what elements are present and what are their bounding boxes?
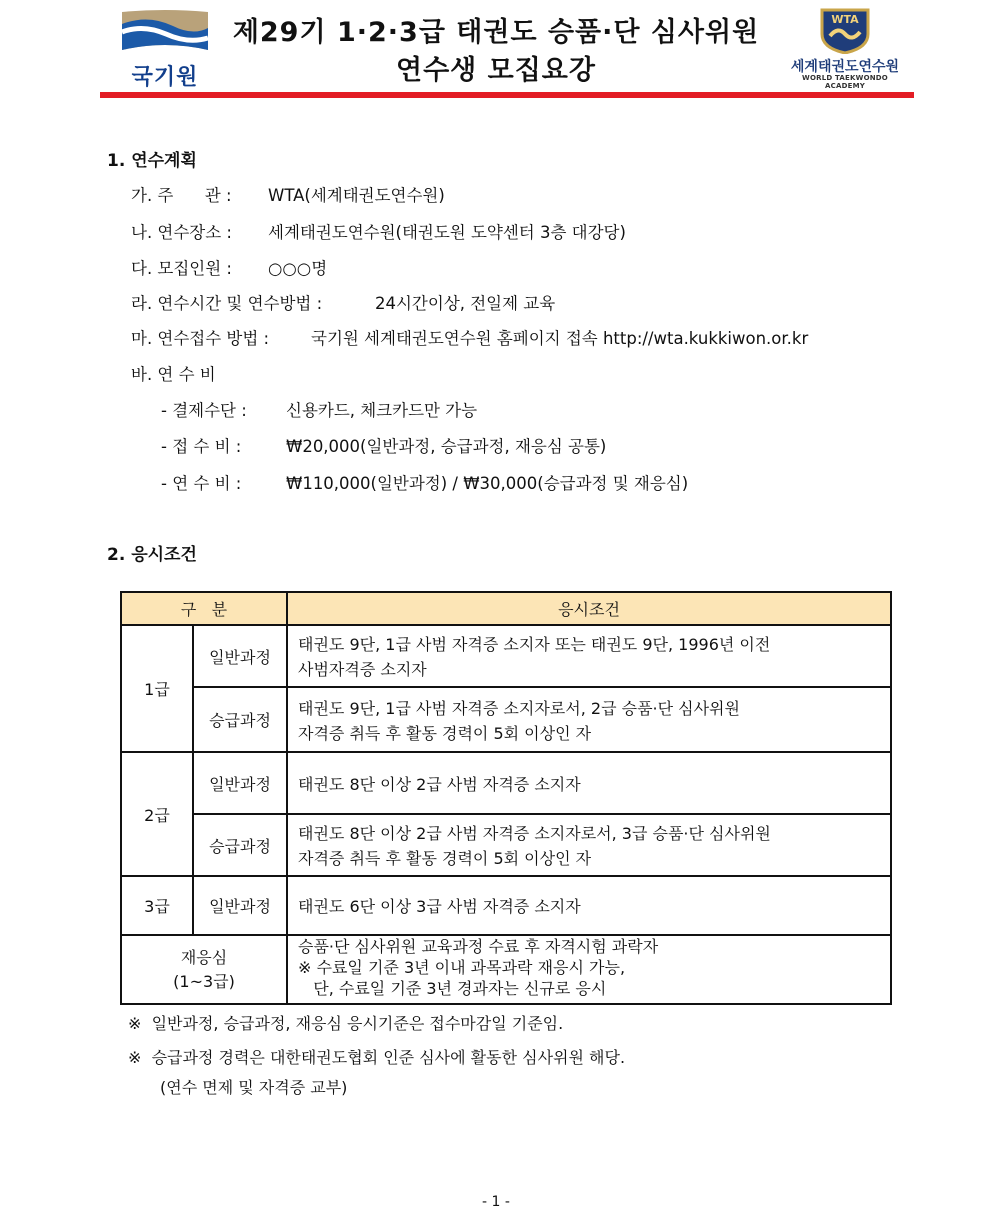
fee-label: - 접 수 비 :: [161, 437, 242, 456]
wta-logo-text: 세계태권도연수원: [790, 59, 900, 75]
condition-line: 사범자격증 소지자: [298, 660, 427, 679]
plan-item-fees-heading: [131, 361, 216, 385]
fee-label: - 결제수단 :: [161, 401, 247, 420]
wta-logo: [782, 8, 908, 88]
section-2-heading: 2. 응시조건: [107, 545, 197, 565]
note-line: (연수 면제 및 자격증 교부): [160, 1078, 348, 1097]
section-1-heading: 1. 연수계획: [107, 151, 197, 171]
retest-condition: [288, 936, 890, 1003]
plan-item-label: 마. 연수접수 방법 :: [131, 329, 270, 348]
fee-item-payment: [161, 397, 477, 421]
grade-1-label: 1급: [122, 626, 194, 753]
condition-line: ※ 수료일 기준 3년 이내 과목과락 재응시 가능,: [298, 958, 626, 977]
plan-item-label: 가. 주 관 :: [131, 186, 232, 205]
g1-promotion-course: 승급과정: [194, 688, 288, 753]
g3-general-condition: [288, 877, 890, 936]
plan-item-registration: [131, 325, 808, 349]
condition-line: 태권도 9단, 1급 사범 자격증 소지자로서, 2급 승품·단 심사위원: [298, 698, 740, 718]
condition-line: 승품·단 심사위원 교육과정 수료 후 자격시험 과락자: [298, 937, 659, 956]
page-number: - 1 -: [482, 1194, 510, 1210]
header-divider: [100, 92, 914, 98]
page-title-line1: 제29기 1·2·3급 태권도 승품·단 심사위원: [232, 17, 760, 48]
condition-line: 자격증 취득 후 활동 경력이 5회 이상인 자: [298, 849, 592, 868]
g2-general-condition: [288, 753, 890, 815]
page-title-line2: 연수생 모집요강: [396, 55, 596, 86]
plan-item-value: 24시간이상, 전일제 교육: [375, 294, 556, 313]
g3-general-course: 일반과정: [194, 877, 288, 936]
plan-item-label: 라. 연수시간 및 연수방법 :: [131, 294, 323, 313]
plan-item-value: 세계태권도연수원(태권도원 도약센터 3층 대강당): [268, 223, 626, 242]
wta-logo-subtext: WORLD TAEKWONDO ACADEMY: [802, 74, 888, 90]
fee-value: ₩110,000(일반과정) / ₩30,000(승급과정 및 재응심): [286, 474, 689, 493]
plan-item-label: 나. 연수장소 :: [131, 223, 232, 242]
g1-promotion-condition: [288, 688, 890, 753]
plan-item-label: 바. 연 수 비: [131, 365, 216, 384]
plan-item-value: ○○○명: [268, 259, 328, 278]
condition-line: 단, 수료일 기준 3년 경과자는 신규로 응시: [298, 979, 607, 998]
table-header-condition: 응시조건: [288, 593, 890, 626]
g2-general-course: 일반과정: [194, 753, 288, 815]
note-line: ※ 승급과정 경력은 대한태권도협회 인준 심사에 활동한 심사위원 해당.: [128, 1048, 626, 1067]
condition-line: 태권도 6단 이상 3급 사범 자격증 소지자: [298, 897, 581, 916]
condition-line: 태권도 9단, 1급 사범 자격증 소지자 또는 태권도 9단, 1996년 이전: [298, 635, 771, 654]
condition-line: 태권도 8단 이상 2급 사범 자격증 소지자: [298, 774, 581, 794]
retest-label-line: (1~3급): [173, 971, 235, 991]
fee-item-application: [161, 433, 606, 457]
plan-item-hours: [131, 290, 555, 314]
g1-general-course: 일반과정: [194, 626, 288, 688]
retest-label: [122, 936, 288, 1003]
plan-item-venue: [131, 219, 626, 243]
condition-line: 태권도 8단 이상 2급 사범 자격증 소지자로서, 3급 승품·단 심사위원: [298, 824, 771, 843]
plan-item-value: WTA(세계태권도연수원): [268, 186, 445, 205]
wta-badge-text: WTA: [831, 13, 859, 26]
retest-label-line: 재응심: [180, 947, 228, 967]
grade-2-label: 2급: [122, 753, 194, 877]
fee-value: 신용카드, 체크카드만 가능: [286, 401, 478, 420]
g2-promotion-condition: [288, 815, 890, 877]
plan-item-label: 다. 모집인원 :: [131, 259, 232, 278]
plan-item-organizer: [131, 182, 445, 206]
plan-item-headcount: [131, 255, 327, 279]
wta-emblem-icon: [818, 8, 872, 54]
grade-3-label: 3급: [122, 877, 194, 936]
g2-promotion-course: 승급과정: [194, 815, 288, 877]
fee-value: ₩20,000(일반과정, 승급과정, 재응심 공통): [286, 437, 607, 456]
fee-label: - 연 수 비 :: [161, 474, 242, 493]
note-line: ※ 일반과정, 승급과정, 재응심 응시기준은 접수마감일 기준임.: [128, 1014, 564, 1033]
eligibility-table: [120, 591, 892, 1005]
table-header-category: 구 분: [122, 593, 288, 626]
kukkiwon-logo-text: 국기원: [131, 65, 199, 90]
plan-item-value: 국기원 세계태권도연수원 홈페이지 접속 http://wta.kukkiwon.or.kr: [311, 329, 809, 348]
fee-item-training: [161, 470, 688, 494]
condition-line: 자격증 취득 후 활동 경력이 5회 이상인 자: [298, 723, 592, 743]
g1-general-condition: [288, 626, 890, 688]
